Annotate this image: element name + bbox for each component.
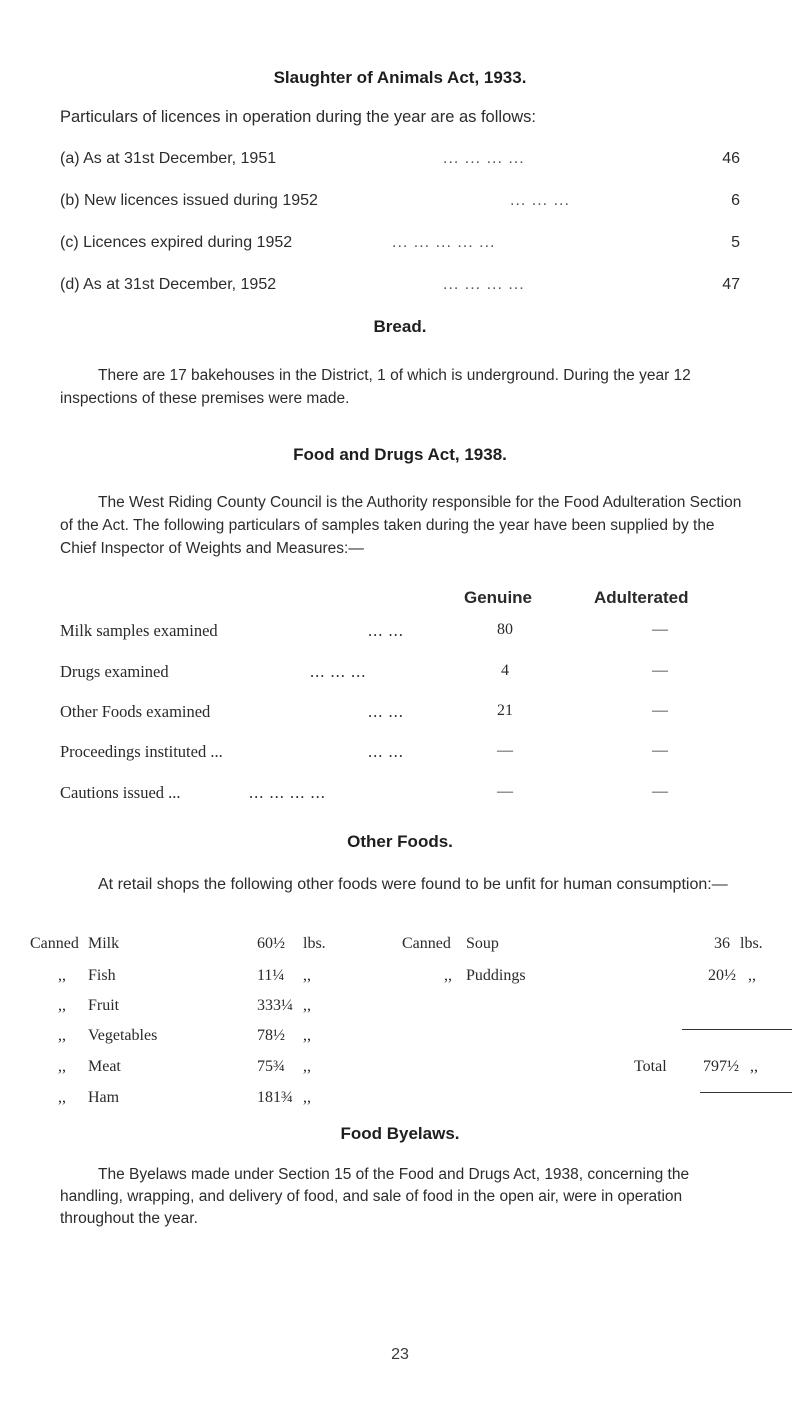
total-label: Total <box>634 1058 667 1075</box>
table-cell-adulterated: — <box>652 621 668 638</box>
food-name: Vegetables <box>88 1027 158 1044</box>
col-header-adulterated: Adulterated <box>594 588 689 607</box>
food-unit: ,, <box>303 1027 311 1044</box>
licence-item-label: (c) Licences expired during 1952 <box>60 234 293 251</box>
food-qty: 333¼ <box>257 997 293 1014</box>
table-cell-genuine: 4 <box>501 662 509 679</box>
food-unit: ,, <box>303 1089 311 1106</box>
table-cell-adulterated: — <box>652 742 668 759</box>
food-prefix: ,, <box>58 1027 66 1044</box>
food-prefix: Canned <box>30 935 79 952</box>
food-name: Soup <box>466 935 499 952</box>
food-name: Fruit <box>88 997 120 1014</box>
table-cell-genuine: 80 <box>497 621 513 638</box>
food-unit: ,, <box>303 1058 311 1075</box>
leader-dots: ... ... ... ... ... <box>392 234 496 251</box>
food-unit: lbs. <box>303 935 326 952</box>
food-prefix: ,, <box>58 1089 66 1106</box>
total-unit: ,, <box>750 1058 758 1075</box>
leader-dots: ... ... ... <box>510 192 570 209</box>
total-rule-top <box>682 1029 792 1030</box>
food-qty: 11¼ <box>257 967 285 984</box>
food-qty: 75¾ <box>257 1058 285 1075</box>
food-prefix: ,, <box>58 997 66 1014</box>
table-cell-adulterated: — <box>652 662 668 679</box>
table-row-label: Milk samples examined <box>60 621 218 640</box>
food-name: Fish <box>88 967 116 984</box>
byelaws-heading: Food Byelaws. <box>340 1124 460 1143</box>
licence-item-label: (b) New licences issued during 1952 <box>60 192 318 209</box>
food-qty: 181¾ <box>257 1089 293 1106</box>
leader-dots: ... ... ... ... <box>443 150 525 167</box>
byelaws-paragraph: The Byelaws made under Section 15 of the Food and Drugs Act, 1938, concerning the handling, wrapping, and delivery of food, and sale of food in the open air, were in operation throughout the year. <box>60 1166 690 1227</box>
food-unit: ,, <box>303 967 311 984</box>
page-number: 23 <box>391 1346 409 1363</box>
bread-heading: Bread. <box>373 317 427 336</box>
table-cell-genuine: 21 <box>497 702 513 719</box>
leader-dots: ... ... <box>368 702 404 721</box>
food-qty: 78½ <box>257 1027 285 1044</box>
licence-item-value: 5 <box>731 234 740 251</box>
food-name: Ham <box>88 1089 120 1106</box>
table-row-label: Other Foods examined <box>60 702 211 721</box>
slaughter-heading: Slaughter of Animals Act, 1933. <box>273 68 527 87</box>
food-name: Meat <box>88 1058 121 1075</box>
leader-dots: ... ... ... ... <box>249 783 326 802</box>
leader-dots: ... ... <box>368 621 404 640</box>
food-drugs-heading: Food and Drugs Act, 1938. <box>293 445 507 464</box>
other-foods-heading: Other Foods. <box>347 832 453 851</box>
table-cell-adulterated: — <box>652 702 668 719</box>
food-unit: ,, <box>748 967 756 984</box>
food-prefix: ,, <box>58 967 66 984</box>
food-prefix: ,, <box>58 1058 66 1075</box>
food-name: Milk <box>88 935 120 952</box>
licence-item-value: 6 <box>731 192 740 209</box>
total-rule-bottom <box>700 1092 792 1093</box>
table-cell-genuine: — <box>497 783 513 800</box>
food-qty: 36 <box>714 935 730 952</box>
food-unit: lbs. <box>740 935 763 952</box>
licence-item-label: (a) As at 31st December, 1951 <box>60 150 277 167</box>
col-header-genuine: Genuine <box>464 588 533 607</box>
licence-item-value: 47 <box>722 276 740 293</box>
leader-dots: ... ... <box>368 742 404 761</box>
food-name: Puddings <box>466 967 526 984</box>
licence-item-value: 46 <box>722 150 740 167</box>
table-row-label: Drugs examined <box>60 662 169 681</box>
food-drugs-paragraph: The West Riding County Council is the Authority responsible for the Food Adulteration Section of the Act. The following particulars of samples taken during the year have been supplied by the Chief Inspector of Weights and Measures:— <box>60 494 742 557</box>
leader-dots: ... ... ... ... <box>443 276 525 293</box>
food-prefix: ,, <box>444 967 452 984</box>
leader-dots: ... ... ... <box>310 662 367 681</box>
other-foods-paragraph: At retail shops the following other foods were found to be unfit for human consumption:— <box>98 876 728 893</box>
licence-item-label: (d) As at 31st December, 1952 <box>60 276 277 293</box>
total-qty: 797½ <box>703 1058 739 1075</box>
table-row-label: Cautions issued ... <box>60 783 181 802</box>
table-cell-genuine: — <box>497 742 513 759</box>
slaughter-intro: Particulars of licences in operation during the year are as follows: <box>60 108 536 126</box>
bread-paragraph: There are 17 bakehouses in the District, 1 of which is underground. During the year 12 inspections of these premises were made. <box>60 367 691 407</box>
food-qty: 60½ <box>257 935 285 952</box>
table-row-label: Proceedings instituted ... <box>60 742 223 761</box>
food-qty: 20½ <box>708 967 736 984</box>
table-cell-adulterated: — <box>652 783 668 800</box>
food-unit: ,, <box>303 997 311 1014</box>
food-prefix: Canned <box>402 935 451 952</box>
